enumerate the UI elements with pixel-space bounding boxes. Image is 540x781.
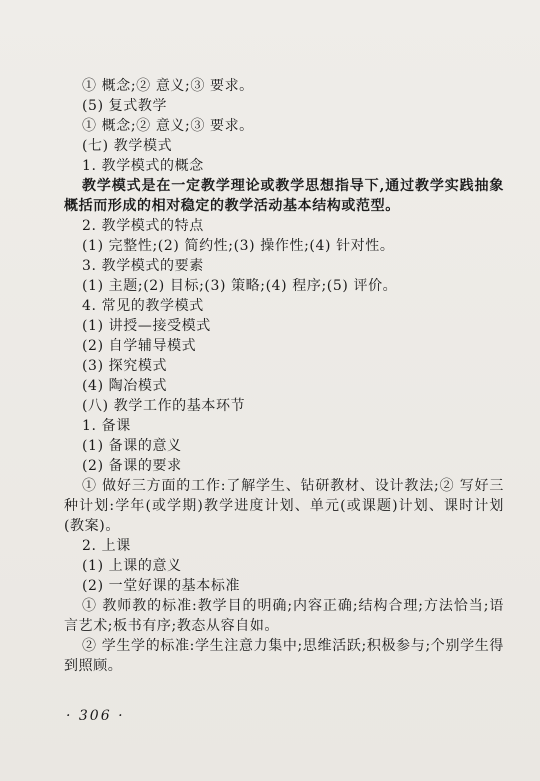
text-line: (1) 讲授—接受模式: [82, 318, 211, 334]
text-line: (5) 复式教学: [82, 98, 168, 114]
page-number: · 306 ·: [66, 708, 125, 724]
text-line: (1) 上课的意义: [82, 558, 182, 574]
subheading: 3. 教学模式的要素: [82, 258, 204, 274]
text-line: (1) 主题;(2) 目标;(3) 策略;(4) 程序;(5) 评价。: [82, 278, 398, 294]
section-heading: (七) 教学模式: [82, 138, 173, 154]
paragraph: ② 学生学的标准:学生注意力集中;思维活跃;积极参与;个别学生得到照顾。: [64, 638, 504, 674]
subheading: 2. 上课: [82, 538, 131, 554]
page-content: [64, 76, 504, 676]
subheading: 4. 常见的教学模式: [82, 298, 204, 314]
text-line: (2) 自学辅导模式: [82, 338, 197, 354]
text-line: (2) 备课的要求: [82, 458, 182, 474]
text-line: (1) 完整性;(2) 简约性;(3) 操作性;(4) 针对性。: [82, 238, 395, 254]
text-line: (4) 陶冶模式: [82, 378, 168, 394]
subheading: 2. 教学模式的特点: [82, 218, 204, 234]
paragraph: ① 教师教的标准:教学目的明确;内容正确;结构合理;方法恰当;语言艺术;板书有序;教态从容自如。: [64, 598, 504, 634]
text-line: ① 概念;② 意义;③ 要求。: [82, 78, 254, 94]
text-line: ① 概念;② 意义;③ 要求。: [82, 118, 254, 134]
section-heading: (八) 教学工作的基本环节: [82, 398, 246, 414]
paragraph: ① 做好三方面的工作:了解学生、钻研教材、设计教法;② 写好三种计划:学年(或学期)教学进度计划、单元(或课题)计划、课时计划(教案)。: [64, 478, 504, 534]
text-line: (1) 备课的意义: [82, 438, 182, 454]
text-line: (3) 探究模式: [82, 358, 168, 374]
text-line: (2) 一堂好课的基本标准: [82, 578, 241, 594]
paragraph: 教学模式是在一定教学理论或教学思想指导下,通过教学实践抽象概括而形成的相对稳定的教学活动基本结构或范型。: [64, 178, 504, 214]
subheading: 1. 备课: [82, 418, 131, 434]
subheading: 1. 教学模式的概念: [82, 158, 204, 174]
